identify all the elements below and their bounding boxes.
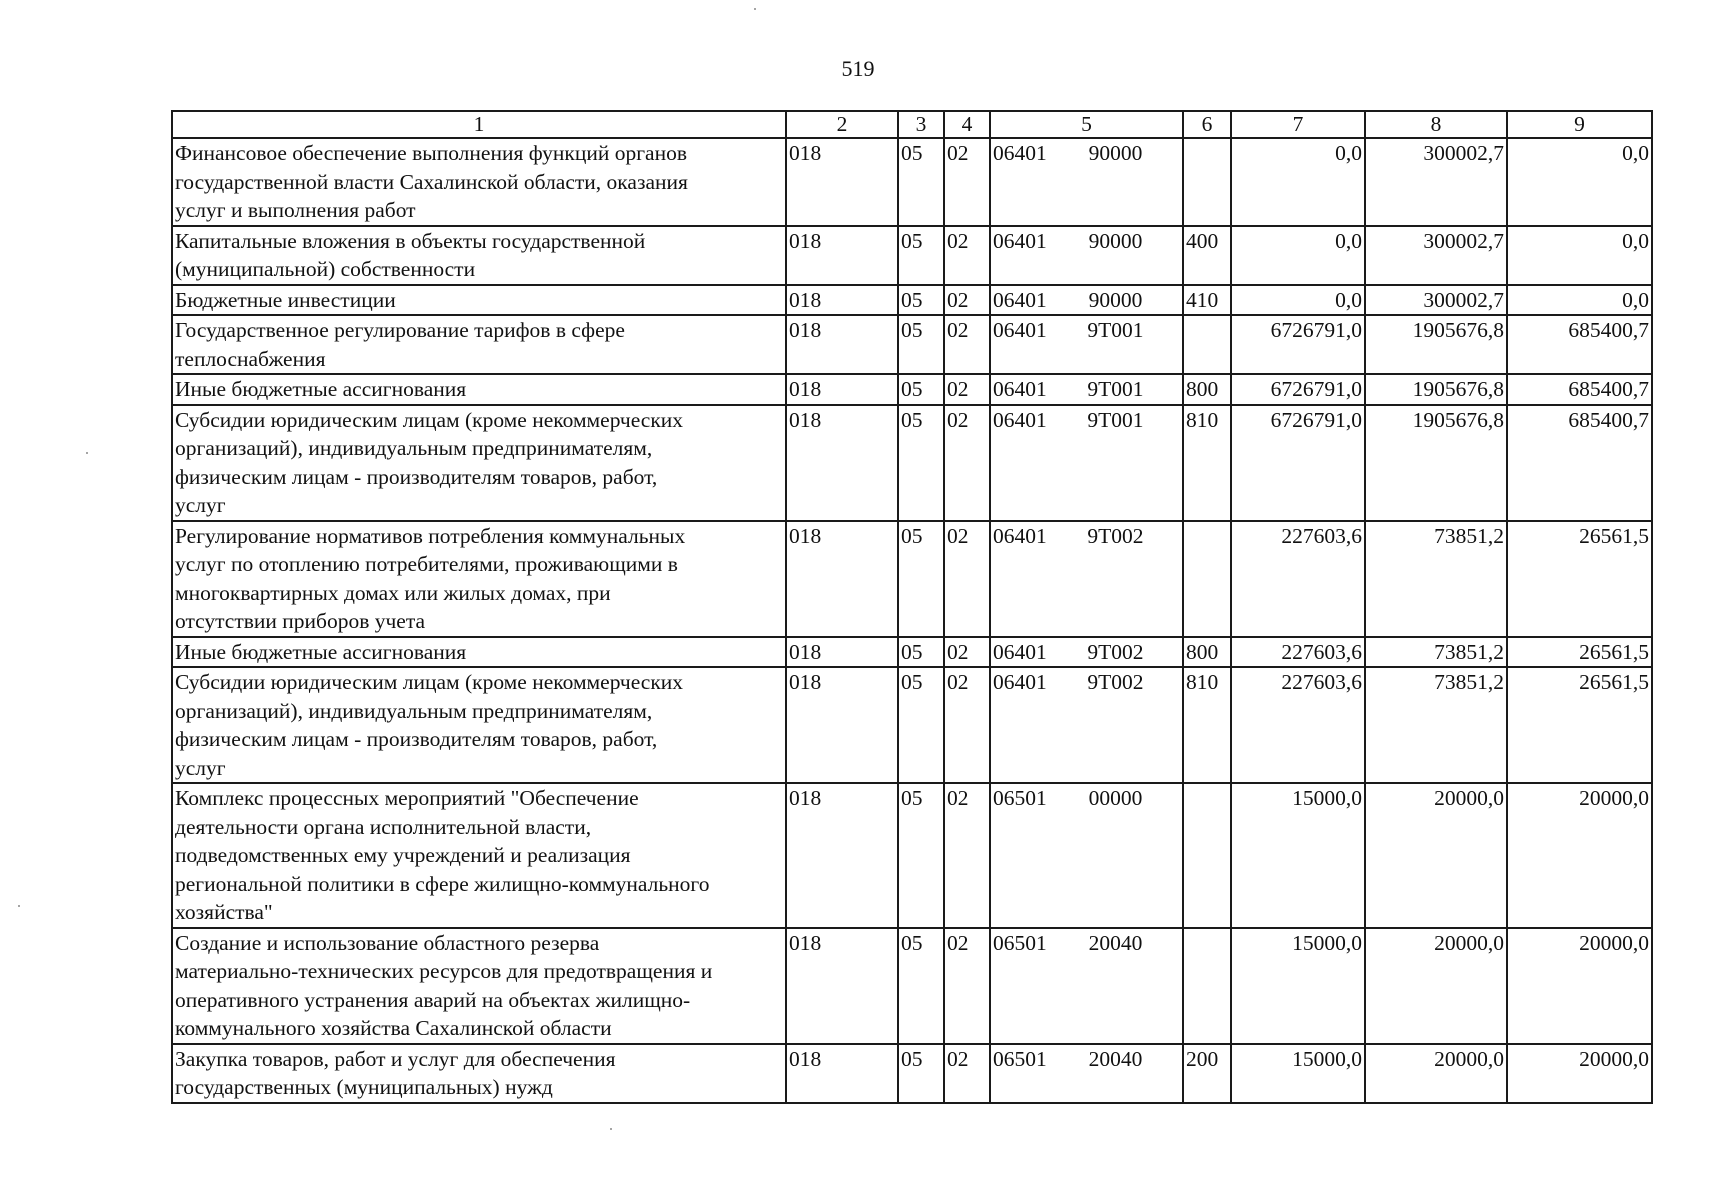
row-name-cell: Регулирование нормативов потребления коммунальных услуг по отоплению потребителями, проживающими в многоквартирных домах или жилых домах, при отсутствии приборов учета [172, 521, 786, 637]
table-row [172, 667, 1652, 783]
column-header: 4 [944, 111, 990, 138]
amount-col9-cell: 26561,5 [1507, 521, 1652, 637]
subsection-code-cell: 02 [944, 521, 990, 637]
ministry-code-cell: 018 [786, 928, 898, 1044]
program-code: 06401 [993, 670, 1047, 694]
expense-type-cell: 810 [1183, 405, 1231, 521]
row-name-cell: Субсидии юридическим лицам (кроме некоммерческих организаций), индивидуальным предпринимателям, физическим лицам - производителям товаров, работ, услуг [172, 667, 786, 783]
row-name-cell: Комплекс процессных мероприятий "Обеспечение деятельности органа исполнительной власти, подведомственных ему учреждений и реализация региональной политики в сфере жилищно-коммунального хозяйства" [172, 783, 786, 928]
amount-col7-cell: 15000,0 [1231, 783, 1365, 928]
amount-col8-cell: 73851,2 [1365, 667, 1507, 783]
amount-col9-cell: 685400,7 [1507, 405, 1652, 521]
ministry-code-cell: 018 [786, 637, 898, 668]
row-name-cell: Государственное регулирование тарифов в сфере теплоснабжения [172, 315, 786, 374]
amount-col8-cell: 1905676,8 [1365, 315, 1507, 374]
section-code-cell: 05 [898, 405, 944, 521]
subsection-code-cell: 02 [944, 928, 990, 1044]
scan-speck [18, 905, 20, 907]
table-row [172, 226, 1652, 285]
section-code-cell: 05 [898, 521, 944, 637]
table-row [172, 1044, 1652, 1103]
direction-code: 9Т002 [1087, 523, 1144, 548]
amount-col8-cell: 300002,7 [1365, 138, 1507, 226]
amount-col9-cell: 20000,0 [1507, 928, 1652, 1044]
table-row [172, 374, 1652, 405]
section-code-cell: 05 [898, 374, 944, 405]
scan-speck [754, 8, 756, 10]
direction-code: 20040 [1088, 930, 1143, 955]
amount-col8-cell: 1905676,8 [1365, 374, 1507, 405]
program-code: 06501 [993, 930, 1047, 955]
amount-col9-cell: 20000,0 [1507, 1044, 1652, 1103]
direction-code: 20040 [1088, 1046, 1143, 1071]
subsection-code-cell: 02 [944, 285, 990, 316]
amount-col7-cell: 0,0 [1231, 226, 1365, 285]
row-name-cell: Капитальные вложения в объекты государственной (муниципальной) собственности [172, 226, 786, 285]
expense-type-cell: 800 [1183, 374, 1231, 405]
direction-code: 9Т002 [1087, 670, 1144, 694]
amount-col8-cell: 1905676,8 [1365, 405, 1507, 521]
subsection-code-cell: 02 [944, 783, 990, 928]
column-header: 7 [1231, 111, 1365, 138]
target-article-cell [990, 315, 1183, 374]
table-row [172, 783, 1652, 928]
amount-col9-cell: 20000,0 [1507, 783, 1652, 928]
table-row [172, 315, 1652, 374]
amount-col9-cell: 0,0 [1507, 285, 1652, 316]
program-code: 06401 [993, 407, 1047, 432]
table-row [172, 637, 1652, 668]
row-name-cell: Иные бюджетные ассигнования [172, 637, 786, 668]
subsection-code-cell: 02 [944, 1044, 990, 1103]
amount-col7-cell: 6726791,0 [1231, 374, 1365, 405]
target-article-cell [990, 138, 1183, 226]
expense-type-cell [1183, 315, 1231, 374]
amount-col7-cell: 227603,6 [1231, 667, 1365, 783]
amount-col7-cell: 6726791,0 [1231, 405, 1365, 521]
column-header: 3 [898, 111, 944, 138]
table-row [172, 405, 1652, 521]
page-number: 519 [841, 56, 875, 81]
amount-col7-cell: 6726791,0 [1231, 315, 1365, 374]
ministry-code-cell: 018 [786, 374, 898, 405]
section-code-cell: 05 [898, 285, 944, 316]
section-code-cell: 05 [898, 667, 944, 783]
subsection-code-cell: 02 [944, 374, 990, 405]
target-article-cell [990, 374, 1183, 405]
subsection-code-cell: 02 [944, 405, 990, 521]
amount-col9-cell: 26561,5 [1507, 637, 1652, 668]
table-row [172, 928, 1652, 1044]
column-header-row [172, 111, 1652, 138]
section-code-cell: 05 [898, 928, 944, 1044]
budget-table [171, 110, 1653, 1104]
scan-speck [86, 452, 88, 454]
program-code: 06401 [993, 377, 1047, 401]
direction-code: 90000 [1088, 228, 1143, 253]
amount-col7-cell: 15000,0 [1231, 928, 1365, 1044]
table-row [172, 285, 1652, 316]
amount-col7-cell: 0,0 [1231, 285, 1365, 316]
subsection-code-cell: 02 [944, 138, 990, 226]
direction-code: 9Т002 [1087, 639, 1144, 664]
amount-col9-cell: 685400,7 [1507, 315, 1652, 374]
ministry-code-cell: 018 [786, 1044, 898, 1103]
direction-code: 9Т001 [1087, 377, 1144, 401]
row-name-cell: Финансовое обеспечение выполнения функций органов государственной власти Сахалинской области, оказания услуг и выполнения работ [172, 138, 786, 226]
row-name-cell: Закупка товаров, работ и услуг для обеспечения государственных (муниципальных) нужд [172, 1044, 786, 1103]
target-article-cell [990, 928, 1183, 1044]
row-name-cell: Создание и использование областного резерва материально-технических ресурсов для предотвращения и оперативного устранения аварий на объектах жилищно- коммунального хозяйства Сахалинской области [172, 928, 786, 1044]
program-code: 06501 [993, 1046, 1047, 1071]
program-code: 06501 [993, 786, 1047, 810]
ministry-code-cell: 018 [786, 667, 898, 783]
amount-col7-cell: 0,0 [1231, 138, 1365, 226]
column-header: 5 [990, 111, 1183, 138]
column-header: 1 [172, 111, 786, 138]
section-code-cell: 05 [898, 138, 944, 226]
ministry-code-cell: 018 [786, 315, 898, 374]
direction-code: 00000 [1088, 786, 1143, 810]
section-code-cell: 05 [898, 637, 944, 668]
section-code-cell: 05 [898, 783, 944, 928]
target-article-cell [990, 285, 1183, 316]
ministry-code-cell: 018 [786, 783, 898, 928]
amount-col7-cell: 227603,6 [1231, 521, 1365, 637]
ministry-code-cell: 018 [786, 226, 898, 285]
amount-col7-cell: 15000,0 [1231, 1044, 1365, 1103]
section-code-cell: 05 [898, 1044, 944, 1103]
program-code: 06401 [993, 141, 1047, 165]
program-code: 06401 [993, 523, 1047, 548]
subsection-code-cell: 02 [944, 226, 990, 285]
expense-type-cell [1183, 138, 1231, 226]
expense-type-cell: 400 [1183, 226, 1231, 285]
amount-col8-cell: 300002,7 [1365, 285, 1507, 316]
expense-type-cell [1183, 521, 1231, 637]
amount-col8-cell: 20000,0 [1365, 783, 1507, 928]
expense-type-cell: 410 [1183, 285, 1231, 316]
expense-type-cell: 800 [1183, 637, 1231, 668]
ministry-code-cell: 018 [786, 405, 898, 521]
target-article-cell [990, 783, 1183, 928]
target-article-cell [990, 1044, 1183, 1103]
target-article-cell [990, 637, 1183, 668]
column-header: 2 [786, 111, 898, 138]
row-name-cell: Бюджетные инвестиции [172, 285, 786, 316]
amount-col7-cell: 227603,6 [1231, 637, 1365, 668]
program-code: 06401 [993, 228, 1047, 253]
table-row [172, 138, 1652, 226]
amount-col8-cell: 300002,7 [1365, 226, 1507, 285]
expense-type-cell [1183, 783, 1231, 928]
amount-col8-cell: 73851,2 [1365, 521, 1507, 637]
section-code-cell: 05 [898, 315, 944, 374]
direction-code: 9Т001 [1087, 318, 1144, 342]
target-article-cell [990, 405, 1183, 521]
amount-col9-cell: 685400,7 [1507, 374, 1652, 405]
column-header: 6 [1183, 111, 1231, 138]
row-name-cell: Субсидии юридическим лицам (кроме некоммерческих организаций), индивидуальным предпринимателям, физическим лицам - производителям товаров, работ, услуг [172, 405, 786, 521]
amount-col9-cell: 26561,5 [1507, 667, 1652, 783]
amount-col8-cell: 73851,2 [1365, 637, 1507, 668]
ministry-code-cell: 018 [786, 285, 898, 316]
subsection-code-cell: 02 [944, 637, 990, 668]
program-code: 06401 [993, 287, 1047, 312]
subsection-code-cell: 02 [944, 667, 990, 783]
direction-code: 90000 [1088, 141, 1143, 165]
row-name-cell: Иные бюджетные ассигнования [172, 374, 786, 405]
expense-type-cell: 810 [1183, 667, 1231, 783]
section-code-cell: 05 [898, 226, 944, 285]
subsection-code-cell: 02 [944, 315, 990, 374]
column-header: 9 [1507, 111, 1652, 138]
ministry-code-cell: 018 [786, 138, 898, 226]
target-article-cell [990, 226, 1183, 285]
amount-col8-cell: 20000,0 [1365, 1044, 1507, 1103]
ministry-code-cell: 018 [786, 521, 898, 637]
column-header: 8 [1365, 111, 1507, 138]
direction-code: 9Т001 [1087, 407, 1144, 432]
target-article-cell [990, 521, 1183, 637]
program-code: 06401 [993, 639, 1047, 664]
amount-col9-cell: 0,0 [1507, 138, 1652, 226]
table-row [172, 521, 1652, 637]
direction-code: 90000 [1088, 287, 1143, 312]
amount-col8-cell: 20000,0 [1365, 928, 1507, 1044]
target-article-cell [990, 667, 1183, 783]
scan-speck [610, 1128, 612, 1130]
amount-col9-cell: 0,0 [1507, 226, 1652, 285]
program-code: 06401 [993, 318, 1047, 342]
expense-type-cell [1183, 928, 1231, 1044]
expense-type-cell: 200 [1183, 1044, 1231, 1103]
